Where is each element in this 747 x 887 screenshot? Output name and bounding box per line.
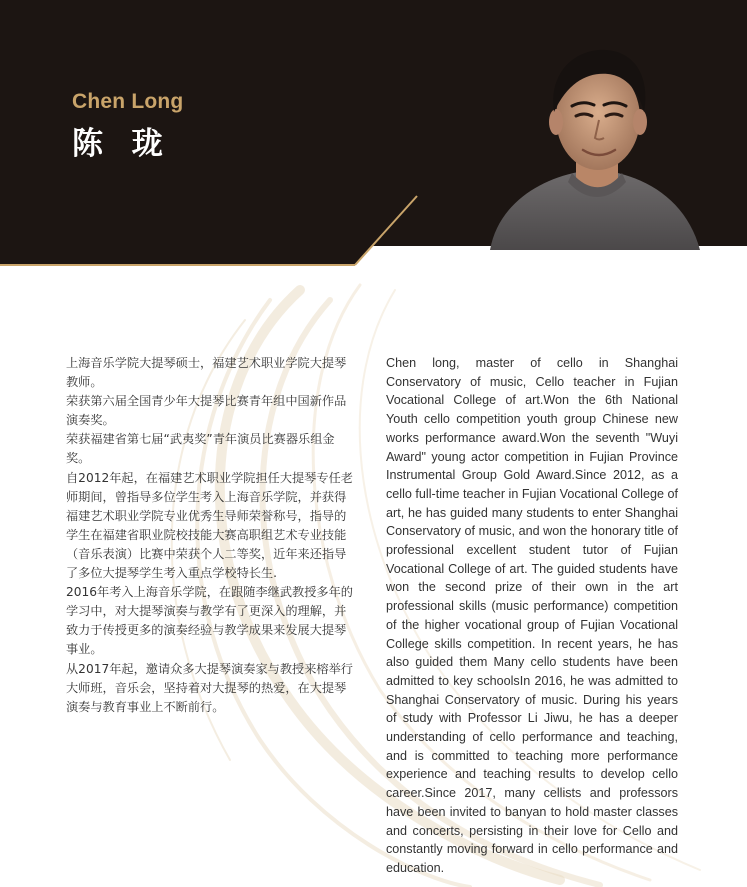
bio-zh-paragraph: 2016年考入上海音乐学院，在跟随李继武教授多年的学习中，对大提琴演奏与教学有了更深入的理解，并致力于传授更多的演奏经验与教学成果来发展大提琴事业。 [66,585,353,657]
bio-zh-paragraph: 荣获第六届全国青少年大提琴比赛青年组中国新作品演奏奖。 [66,394,347,428]
name-english: Chen Long [72,90,184,113]
bio-english: Chen long, master of cello in Shanghai Conservatory of music, Cello teacher in Fujian Vocational College of art.Won the 6th National Youth cello competition youth group Chinese new works performance award.Won the seventh "Wuyi Award" young actor competition in Fujian Province Instrumental Group Gold Award.Since 2012, as a cello full-time teacher in Fujian Vocational College of art, he has guided many students to enter Shanghai Conservatory of music, and won the honorary title of professional excellent student tutor of Fujian Vocational College of art. The guided students have won the second prize of their own in the art professional skills (music performance) competition of the higher vocational group of Fujian Vocational College skills competition. In recent years, he has also guided them Many cello students have been admitted to key schoolsIn 2016, he was admitted to Shanghai Conservatory of music. During his years of study with Professor Li Jiwu, he has a deeper understanding of cello performance and teaching, and is committed to teaching more performance experience and teaching results to develop cello career.Since 2017, many cellists and professors have been invited to banyan to hold master classes and concerts, persisting in their love for Cello and constantly moving forward in cello performance and education. [386,356,678,875]
bio-chinese [66,354,358,717]
portrait-photo [488,40,700,250]
bio-zh-paragraph: 上海音乐学院大提琴硕士，福建艺术职业学院大提琴教师。 [66,356,347,390]
bio-zh-paragraph: 自2012年起，在福建艺术职业学院担任大提琴专任老师期间，曾指导多位学生考入上海音乐学院，并获得福建艺术职业学院专业优秀生导师荣誉称号，指导的学生在福建省职业院校技能大赛高职组艺术专业技能（音乐表演）比赛中荣获个人二等奖，近年来还指导了多位大提琴学生考入重点学校特长生. [66,470,353,581]
bio-zh-paragraph: 从2017年起，邀请众多大提琴演奏家与教授来榕举行大师班，音乐会，坚持着对大提琴的热爱，在大提琴演奏与教育事业上不断前行。 [66,661,353,714]
bio-zh-paragraph: 荣获福建省第七届“武夷奖”青年演员比赛器乐组金奖。 [66,432,335,466]
name-chinese: 陈 珑 [72,126,172,162]
